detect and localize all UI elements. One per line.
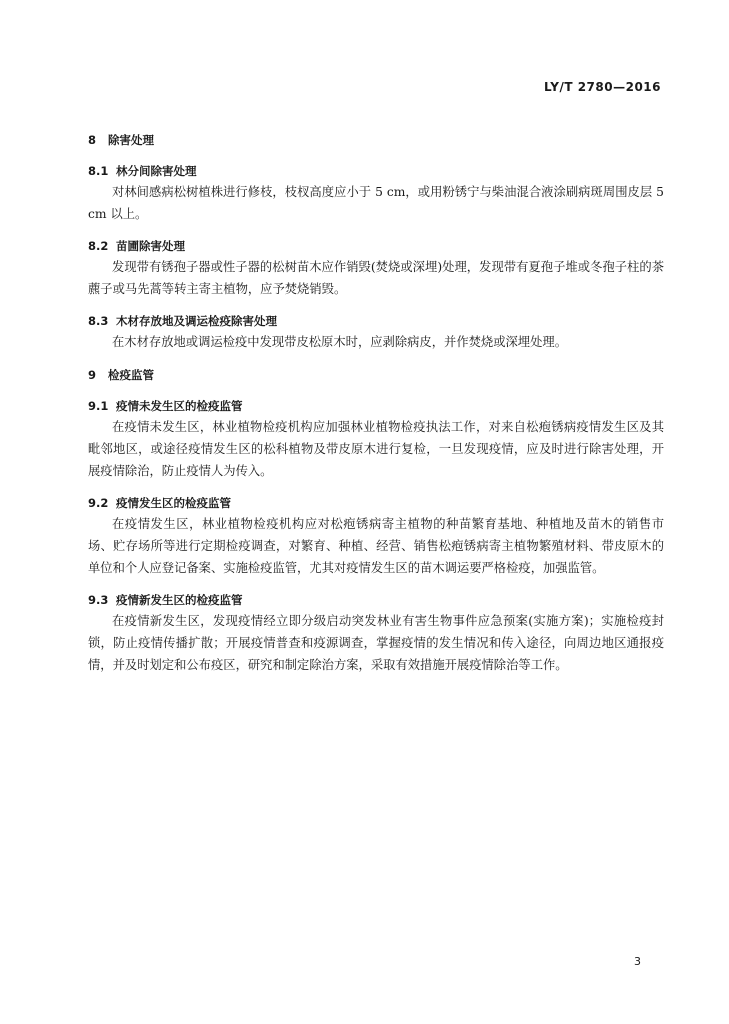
paragraph: 在疫情未发生区，林业植物检疫机构应加强林业植物检疫执法工作，对来自松疱锈病疫情发生区及其毗邻地区，或途径疫情发生区的松科植物及带皮原木进行复检，一旦发现疫情，应及时进行除害处理，开展疫情除治，防止疫情人为传入。 (88, 420, 664, 478)
paragraph: 发现带有锈孢子器或性子器的松树苗木应作销毁(焚烧或深埋)处理，发现带有夏孢子堆或冬孢子柱的茶藨子或马先蒿等转主寄主植物，应予焚烧销毁。 (88, 260, 664, 296)
page-number: 3 (634, 955, 641, 968)
standard-code: LY/T 2780—2016 (543, 80, 661, 94)
subsection-heading: 8.2 苗圃除害处理 (88, 239, 185, 253)
document-body (88, 130, 664, 676)
paragraph: 在疫情新发生区，发现疫情经立即分级启动突发林业有害生物事件应急预案(实施方案)；实施检疫封锁，防止疫情传播扩散；开展疫情普查和疫源调查，掌握疫情的发生情况和传入途径，向周边地区通报疫情，并及时划定和公布疫区，研究和制定除治方案，采取有效措施开展疫情除治等工作。 (88, 614, 664, 672)
subsection-heading: 9.1 疫情未发生区的检疫监管 (88, 399, 243, 413)
paragraph: 在疫情发生区，林业植物检疫机构应对松疱锈病寄主植物的种苗繁育基地、种植地及苗木的销售市场、贮存场所等进行定期检疫调查，对繁育、种植、经营、销售松疱锈病寄主植物繁殖材料、带皮原木的单位和个人应登记备案、实施检疫监管，尤其对疫情发生区的苗木调运要严格检疫，加强监管。 (88, 517, 664, 575)
subsection-heading: 9.3 疫情新发生区的检疫监管 (88, 593, 243, 607)
paragraph: 对林间感病松树植株进行修枝，枝杈高度应小于 5 cm，或用粉锈宁与柴油混合液涂刷病斑周围皮层 5 cm 以上。 (88, 185, 664, 221)
section-heading: 9 检疫监管 (88, 368, 154, 382)
paragraph: 在木材存放地或调运检疫中发现带皮松原木时，应剥除病皮，并作焚烧或深埋处理。 (112, 335, 567, 349)
subsection-heading: 8.3 木材存放地及调运检疫除害处理 (88, 314, 277, 328)
subsection-heading: 8.1 林分间除害处理 (88, 164, 197, 178)
section-heading: 8 除害处理 (88, 133, 154, 147)
subsection-heading: 9.2 疫情发生区的检疫监管 (88, 496, 231, 510)
